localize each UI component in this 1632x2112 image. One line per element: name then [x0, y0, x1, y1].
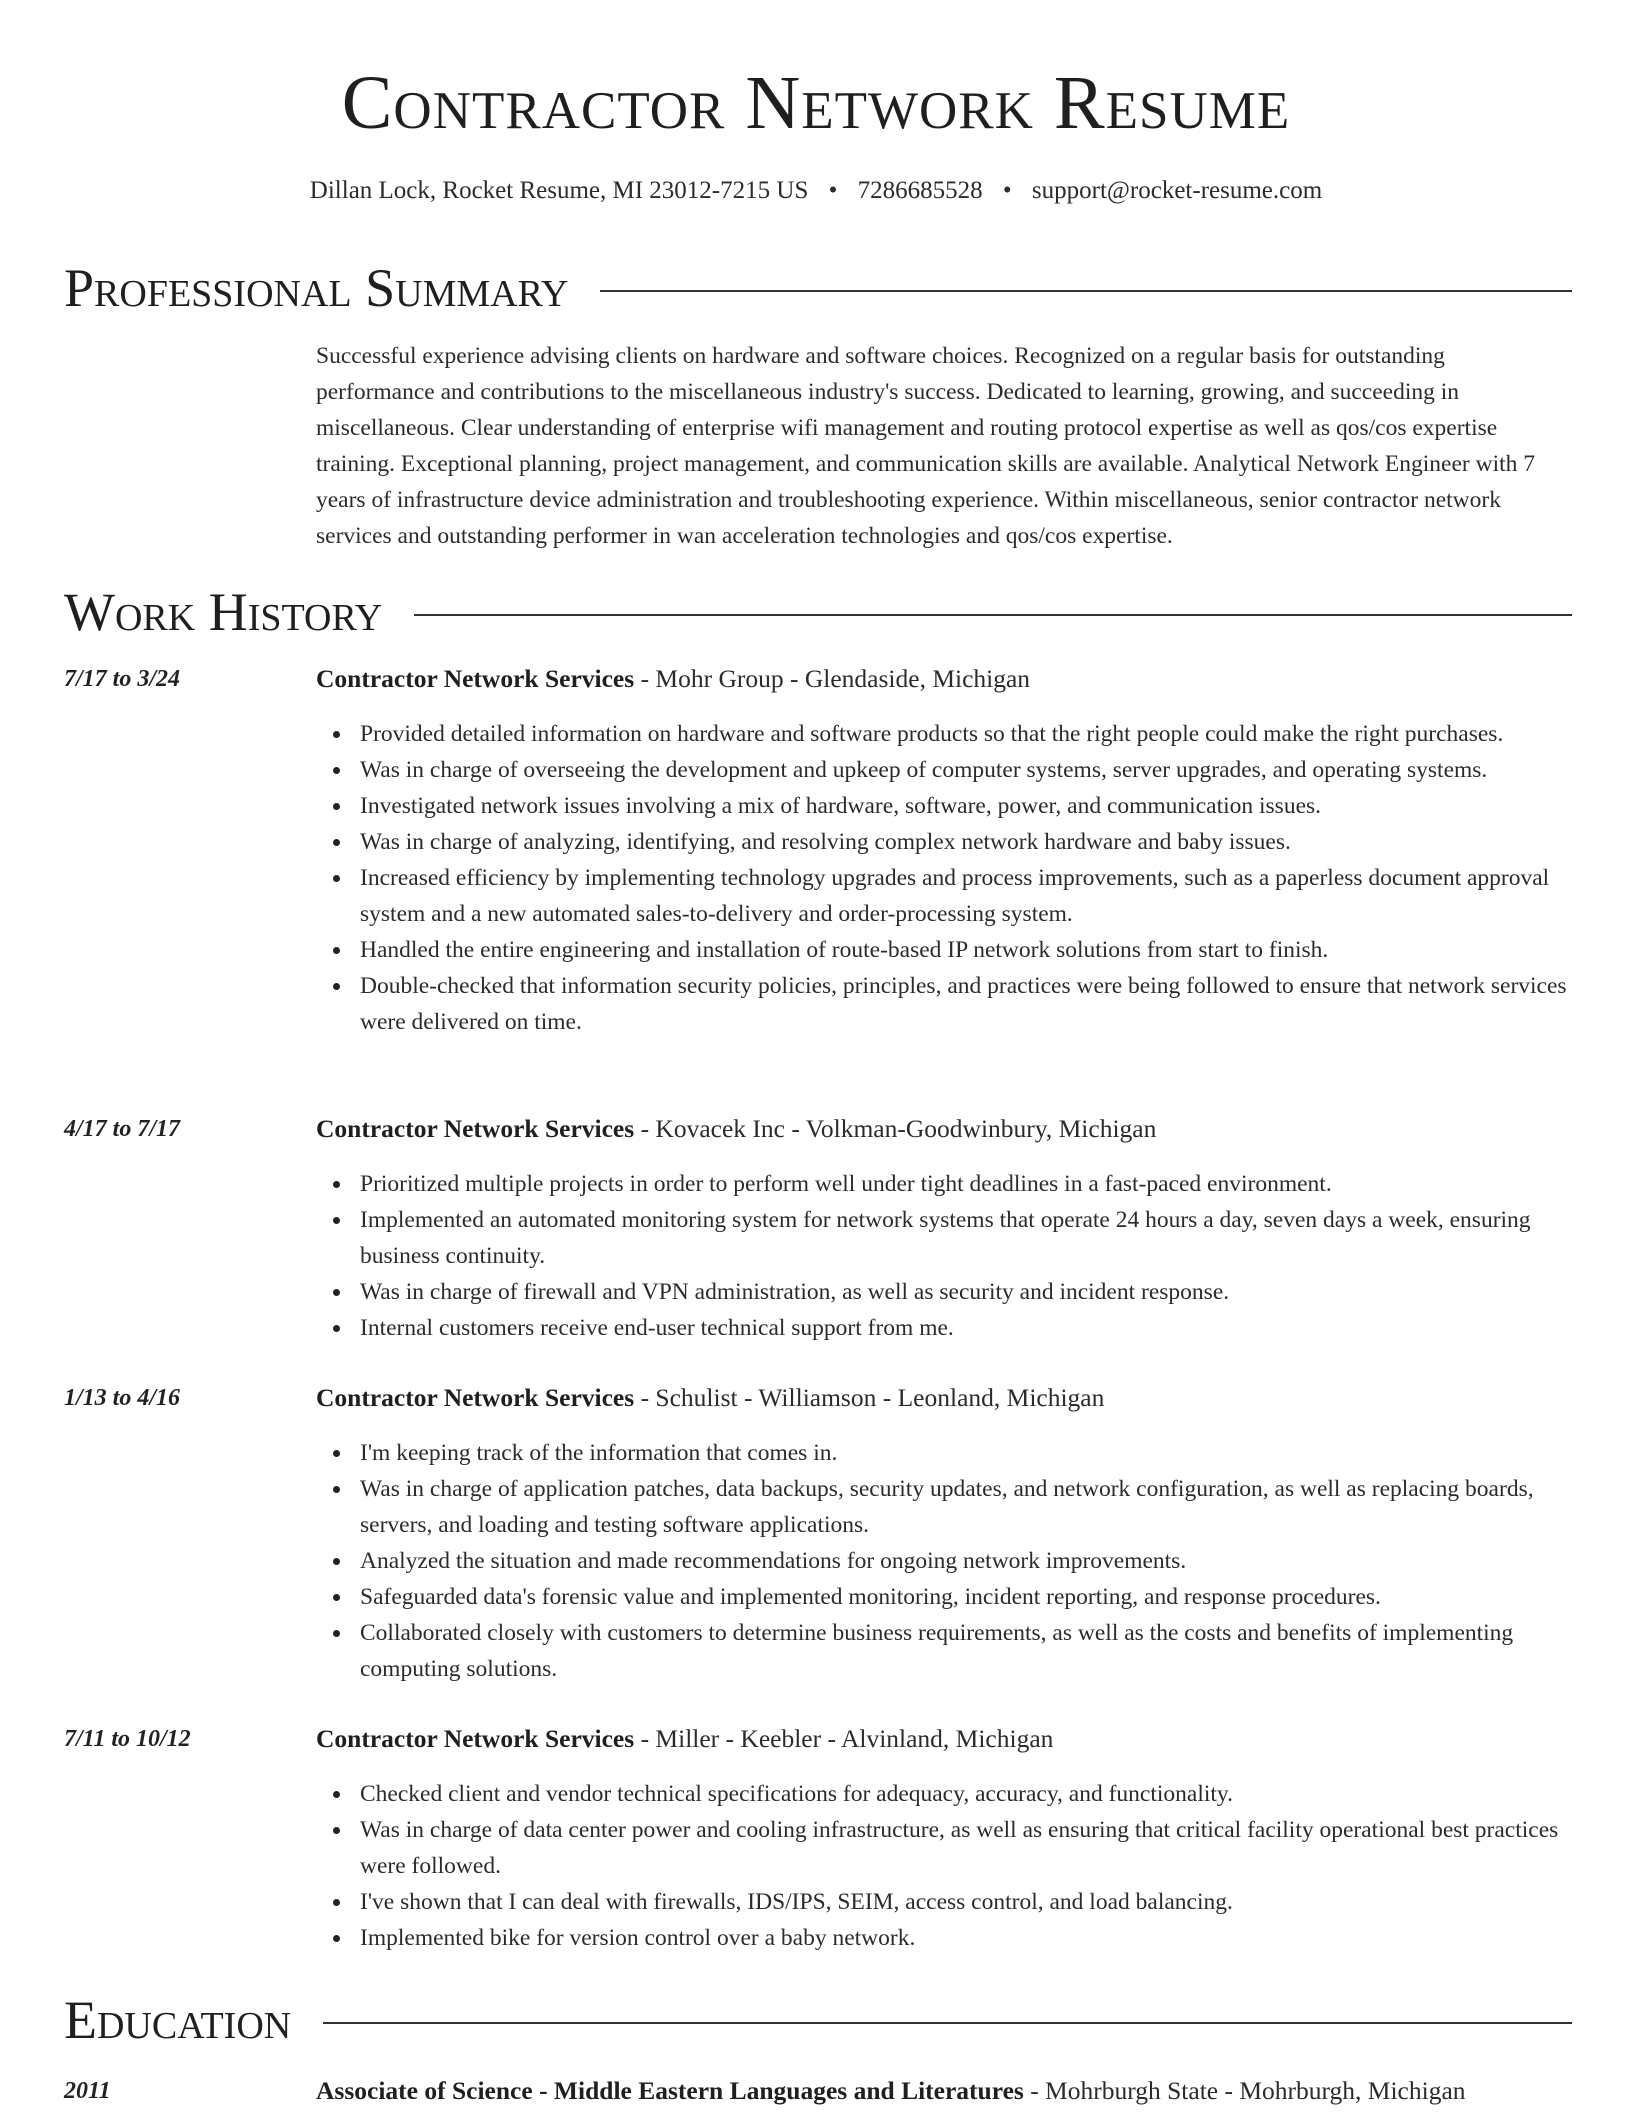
education-heading	[316, 2074, 1466, 2108]
job-bullets	[316, 1776, 1572, 1956]
contact-separator: •	[1002, 177, 1012, 204]
resume-title: Contractor Network Resume	[341, 61, 1291, 145]
job-employer: - Schulist - Williamson - Leonland, Michigan	[634, 1383, 1105, 1412]
list-item: Checked client and vendor technical specifications for adequacy, accuracy, and functionality.	[360, 1776, 1572, 1812]
list-item: Was in charge of analyzing, identifying, and resolving complex network hardware and baby issues.	[360, 824, 1572, 860]
section-work-history	[64, 580, 1572, 644]
job-bullets	[316, 1166, 1572, 1346]
list-item: Prioritized multiple projects in order to perform well under tight deadlines in a fast-paced environment.	[360, 1166, 1572, 1202]
list-item: Handled the entire engineering and installation of route-based IP network solutions from start to finish.	[360, 932, 1572, 968]
education-date: 2011	[64, 2078, 111, 2104]
job-employer: - Kovacek Inc - Volkman-Goodwinbury, Michigan	[634, 1114, 1157, 1143]
job-employer: - Mohr Group - Glendaside, Michigan	[634, 664, 1031, 693]
contact-separator: •	[828, 177, 838, 204]
job-title: Contractor Network Services	[316, 664, 635, 693]
job-heading	[316, 662, 1572, 696]
list-item: Collaborated closely with customers to determine business requirements, as well as the costs and benefits of implementing computing solutions.	[360, 1615, 1572, 1687]
job-heading	[316, 1381, 1572, 1415]
contact-phone: 7286685528	[857, 177, 983, 204]
section-rule	[414, 614, 1572, 616]
education-school: - Mohrburgh State - Mohrburgh, Michigan	[1023, 2076, 1466, 2105]
job-dates: 4/17 to 7/17	[64, 1116, 181, 1142]
job-title: Contractor Network Services	[316, 1114, 635, 1143]
education-degree: Associate of Science - Middle Eastern Languages and Literatures	[316, 2076, 1024, 2105]
list-item: Safeguarded data's forensic value and implemented monitoring, incident reporting, and response procedures.	[360, 1579, 1572, 1615]
job-title: Contractor Network Services	[316, 1724, 635, 1753]
list-item: Increased efficiency by implementing technology upgrades and process improvements, such as a paperless document approval system and a new automated sales-to-delivery and order-processing system.	[360, 860, 1572, 932]
job-bullets	[316, 1435, 1572, 1687]
list-item: Analyzed the situation and made recommendations for ongoing network improvements.	[360, 1543, 1572, 1579]
list-item: I've shown that I can deal with firewalls, IDS/IPS, SEIM, access control, and load balancing.	[360, 1884, 1572, 1920]
section-rule	[600, 290, 1572, 292]
list-item: Implemented an automated monitoring system for network systems that operate 24 hours a day, seven days a week, ensuring business continuity.	[360, 1202, 1572, 1274]
job-title: Contractor Network Services	[316, 1383, 635, 1412]
job-dates: 7/17 to 3/24	[64, 666, 181, 692]
section-heading: Work History	[64, 582, 383, 642]
job-dates: 1/13 to 4/16	[64, 1385, 181, 1411]
list-item: Provided detailed information on hardware and software products so that the right people could make the right purchases.	[360, 716, 1572, 752]
job-heading	[316, 1112, 1572, 1146]
list-item: Implemented bike for version control over a baby network.	[360, 1920, 1572, 1956]
list-item: Was in charge of application patches, data backups, security updates, and network configuration, as well as replacing boards, servers, and loading and testing software applications.	[360, 1471, 1572, 1543]
section-education	[64, 1988, 1572, 2052]
list-item: Was in charge of data center power and cooling infrastructure, as well as ensuring that critical facility operational best practices were followed.	[360, 1812, 1572, 1884]
contact-address: Dillan Lock, Rocket Resume, MI 23012-7215 US	[309, 177, 809, 204]
job-dates: 7/11 to 10/12	[64, 1726, 191, 1752]
summary-text: Successful experience advising clients on hardware and software choices. Recognized on a regular basis for outstanding performance and contributions to the miscellaneous industry's success. Dedicated to learning, growing, and succeeding in miscellaneous. Clear understanding of enterprise wifi management and routing protocol expertise as well as qos/cos expertise training. Exceptional planning, project management, and communication skills are available. Analytical Network Engineer with 7 years of infrastructure device administration and troubleshooting experience. Within miscellaneous, senior contractor network services and outstanding performer in wan acceleration technologies and qos/cos expertise.	[316, 343, 1536, 549]
section-heading: Education	[64, 1990, 292, 2050]
job-employer: - Miller - Keebler - Alvinland, Michigan	[634, 1724, 1054, 1753]
contact-email: support@rocket-resume.com	[1031, 177, 1323, 204]
contact-line	[0, 174, 1632, 208]
list-item: Internal customers receive end-user technical support from me.	[360, 1310, 1572, 1346]
list-item: Double-checked that information security policies, principles, and practices were being followed to ensure that network services were delivered on time.	[360, 968, 1572, 1040]
list-item: Was in charge of firewall and VPN administration, as well as security and incident response.	[360, 1274, 1572, 1310]
list-item: Was in charge of overseeing the development and upkeep of computer systems, server upgrades, and operating systems.	[360, 752, 1572, 788]
list-item: Investigated network issues involving a mix of hardware, software, power, and communication issues.	[360, 788, 1572, 824]
section-heading: Professional Summary	[64, 258, 569, 318]
section-rule	[323, 2022, 1572, 2024]
job-heading	[316, 1722, 1572, 1756]
list-item: I'm keeping track of the information that comes in.	[360, 1435, 1572, 1471]
job-bullets	[316, 716, 1572, 1040]
section-professional-summary	[64, 256, 1572, 320]
